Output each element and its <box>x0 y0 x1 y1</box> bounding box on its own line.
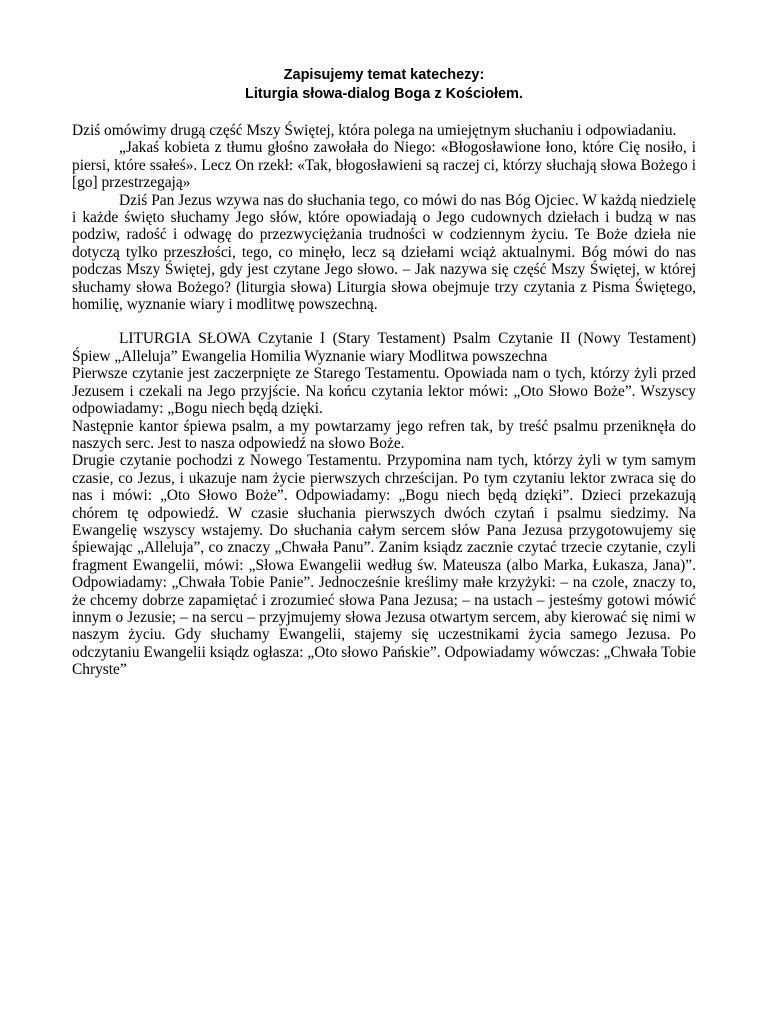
document-title <box>72 66 696 104</box>
paragraph-explanation: Dziś Pan Jezus wzywa nas do słuchania tego, co mówi do nas Bóg Ojciec. W każdą niedzielę i każde święto słuchamy Jego słów, które opowiadają o Jego cudownych dziełach i budzą w nas podziw, radość i odwagę do przezwyciężania trudności w codziennym życiu. Te Boże dzieła nie dotyczą tylko przeszłości, tego, co minęło, lecz są dziełami wciąż aktualnymi. Bóg mówi do nas podczas Mszy Świętej, gdy jest czytane Jego słowo. – Jak nazywa się część Mszy Świętej, w której słuchamy słowa Bożego? (liturgia słowa) Liturgia słowa obejmuje trzy czytania z Pisma Świętego, homilię, wyznanie wiary i modlitwę powszechną. <box>72 191 696 314</box>
title-line-2: Liturgia słowa-dialog Boga z Kościołem. <box>245 86 523 102</box>
title-spacer <box>72 104 696 122</box>
paragraph-first-reading: Pierwsze czytanie jest zaczerpnięte ze Starego Testamentu. Opowiada nam o tych, którzy żyli przed Jezusem i czekali na Jego przyjście. Na końcu czytania lektor mówi: „Oto Słowo Boże”. Wszyscy odpowiadamy: „Bogu niech będą dzięki. <box>72 365 696 418</box>
paragraph-liturgy-outline: LITURGIA SŁOWA Czytanie I (Stary Testament) Psalm Czytanie II (Nowy Testament) Śpiew „Alleluja” Ewangelia Homilia Wyznanie wiary Modlitwa powszechna <box>72 330 696 365</box>
document-body <box>72 122 696 679</box>
title-line-1: Zapisujemy temat katechezy: <box>283 67 485 83</box>
paragraph-second-reading-gospel: Drugie czytanie pochodzi z Nowego Testamentu. Przypomina nam tych, którzy żyli w tym samym czasie, co Jezus, i ukazuje nam życie pierwszych chrześcijan. Po tym czytaniu lektor zwraca się do nas i mówi: „Oto Słowo Boże”. Odpowiadamy: „Bogu niech będą dzięki”. Dzieci przekazują chórem tę odpowiedź. W czasie słuchania pierwszych dwóch czytań i psalmu siedzimy. Na Ewangelię wszyscy wstajemy. Do słuchania całym sercem słów Pana Jezusa przygotowujemy się śpiewając „Alleluja”, co znaczy „Chwała Panu”. Zanim ksiądz zacznie czytać trzecie czytanie, czyli fragment Ewangelii, mówi: „Słowa Ewangelii według św. Mateusza (albo Marka, Łukasza, Jana)”. Odpowiadamy: „Chwała Tobie Panie”. Jednocześnie kreślimy małe krzyżyki: – na czole, znaczy to, że chcemy dobrze zapamiętać i zrozumieć słowa Pana Jezusa; – na ustach – jesteśmy gotowi mówić innym o Jezusie; – na sercu – przyjmujemy słowa Jezusa otwartym sercem, aby kierować się nimi w naszym życiu. Gdy słuchamy Ewangelii, stajemy się uczestnikami życia samego Jezusa. Po odczytaniu Ewangelii ksiądz ogłasza: „Oto słowo Pańskie”. Odpowiadamy wówczas: „Chwała Tobie Chryste” <box>72 452 696 679</box>
paragraph-intro: Dziś omówimy drugą część Mszy Świętej, która polega na umiejętnym słuchaniu i odpowiadaniu. <box>72 122 677 139</box>
paragraph-gap <box>72 313 696 330</box>
paragraph-psalm: Następnie kantor śpiewa psalm, a my powtarzamy jego refren tak, by treść psalmu przeniknęła do naszych serc. Jest to nasza odpowiedź na słowo Boże. <box>72 417 696 452</box>
document-page <box>72 66 696 679</box>
paragraph-quote: „Jakaś kobieta z tłumu głośno zawołała do Niego: «Błogosławione łono, które Cię nosiło, i piersi, które ssałeś». Lecz On rzekł: «Tak, błogosławieni są raczej ci, którzy słuchają słowa Bożego i [go] przestrzegają» <box>72 139 696 192</box>
